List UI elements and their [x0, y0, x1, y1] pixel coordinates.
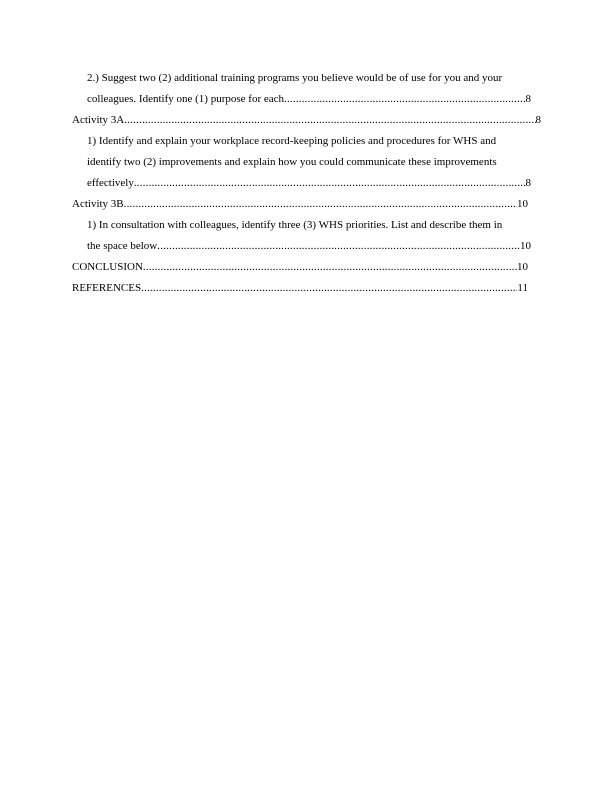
toc-entry-title: CONCLUSION: [72, 261, 143, 273]
toc-entry-last-line: [72, 110, 541, 131]
toc-entry-training-programs[interactable]: [72, 68, 541, 110]
toc-entry-last-line: [72, 257, 528, 278]
toc-entry-last-line: [87, 89, 531, 110]
toc-page-number: 10: [517, 261, 528, 273]
toc-entry-last-line: [87, 173, 531, 194]
toc-entry-references[interactable]: [72, 278, 541, 299]
dot-leader: [141, 278, 517, 299]
toc-page-number: 10: [517, 198, 528, 210]
toc-entry-activity-3b[interactable]: [72, 194, 541, 215]
toc-page-number: 8: [535, 114, 541, 126]
toc-entry-title: REFERENCES: [72, 282, 142, 294]
table-of-contents: [72, 68, 541, 299]
toc-page-number: 8: [525, 177, 531, 189]
toc-entry-activity-3a[interactable]: [72, 110, 541, 131]
toc-entry-text-line: identify two (2) improvements and explain how you could communicate these improvements: [87, 156, 497, 168]
toc-entry-last-line: [87, 236, 531, 257]
dot-leader: [124, 110, 535, 131]
toc-entry-title: Activity 3B: [72, 198, 124, 210]
toc-entry-title: Activity 3A: [72, 114, 125, 126]
toc-page-number: 8: [525, 93, 531, 105]
toc-page-number: 11: [517, 282, 528, 294]
toc-entry-text-line: 1) In consultation with colleagues, identify three (3) WHS priorities. List and describe them in: [87, 219, 503, 231]
toc-entry-text-line: 1) Identify and explain your workplace record-keeping policies and procedures for WHS and: [87, 135, 497, 147]
toc-entry-conclusion[interactable]: [72, 257, 541, 278]
dot-leader: [124, 194, 517, 215]
toc-entry-title: colleagues. Identify one (1) purpose for each: [87, 93, 285, 105]
toc-entry-text-line: 2.) Suggest two (2) additional training programs you believe would be of use for you and your: [87, 72, 503, 84]
toc-entry-title: effectively: [87, 177, 134, 189]
dot-leader: [284, 89, 525, 110]
toc-entry-last-line: [72, 194, 528, 215]
toc-entry-whs-priorities[interactable]: [72, 215, 541, 257]
toc-entry-title: the space below: [87, 240, 158, 252]
toc-page-number: 10: [520, 240, 531, 252]
dot-leader: [157, 236, 520, 257]
dot-leader: [134, 173, 526, 194]
dot-leader: [143, 257, 517, 278]
toc-entry-record-keeping[interactable]: [72, 131, 541, 194]
toc-entry-last-line: [72, 278, 528, 299]
